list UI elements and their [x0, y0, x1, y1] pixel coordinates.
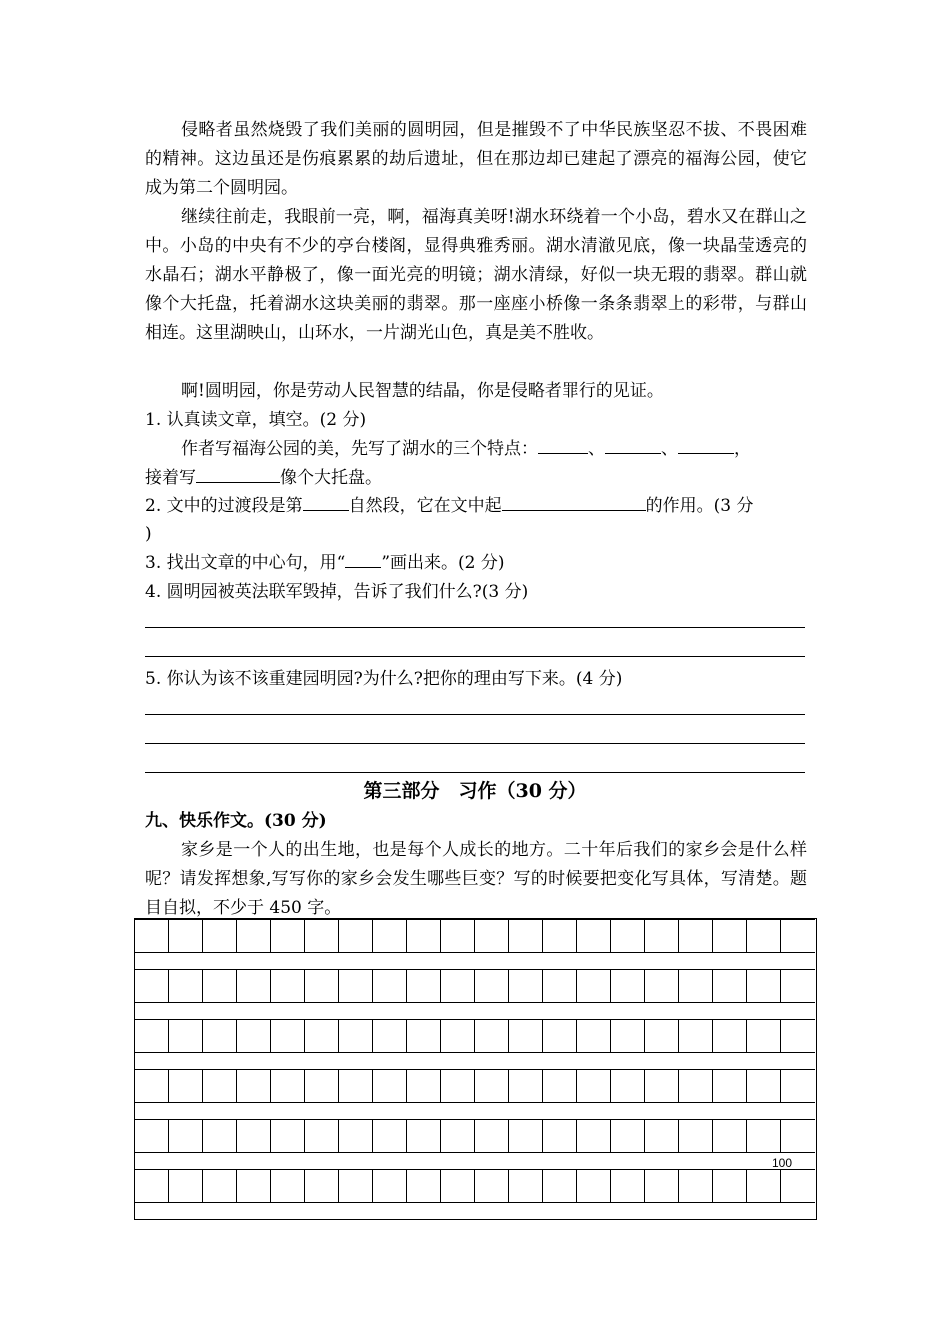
grid-cell[interactable]: [509, 1119, 543, 1153]
grid-cell[interactable]: [747, 969, 781, 1003]
grid-cell[interactable]: [237, 1069, 271, 1103]
question-1: 1. 认真读文章，填空。(2 分): [145, 410, 367, 430]
grid-cell[interactable]: [781, 1169, 815, 1203]
question-3: [145, 549, 505, 578]
grid-cell[interactable]: [645, 919, 679, 953]
question-2-text-c: 的作用。(3 分: [645, 496, 754, 516]
grid-cell[interactable]: [135, 1019, 169, 1053]
grid-row: [135, 969, 816, 1003]
question-4: 4. 圆明园被英法联军毁掉，告诉了我们什么?(3 分): [145, 582, 529, 602]
grid-cell[interactable]: [441, 919, 475, 953]
grid-cell[interactable]: [781, 919, 815, 953]
separator: 、: [588, 439, 605, 459]
grid-cell[interactable]: [203, 1019, 237, 1053]
grid-cell[interactable]: [203, 1169, 237, 1203]
grid-cell[interactable]: [237, 919, 271, 953]
grid-cell[interactable]: [577, 919, 611, 953]
grid-cell[interactable]: [135, 969, 169, 1003]
grid-cell[interactable]: [135, 1069, 169, 1103]
grid-cell[interactable]: [135, 1169, 169, 1203]
question-2: [145, 492, 753, 521]
grid-cell[interactable]: [475, 1119, 509, 1153]
question-2-tail: ): [145, 524, 152, 544]
grid-row: [135, 919, 816, 953]
grid-cell[interactable]: [169, 1169, 203, 1203]
grid-cell[interactable]: [339, 1019, 373, 1053]
grid-cell[interactable]: [373, 1169, 407, 1203]
grid-row: [135, 1019, 816, 1053]
grid-cell[interactable]: [203, 919, 237, 953]
grid-cell[interactable]: [271, 1069, 305, 1103]
grid-cell[interactable]: [407, 1019, 441, 1053]
blank-5[interactable]: [303, 492, 349, 511]
grid-cell[interactable]: [441, 1119, 475, 1153]
question-1-text-b: 接着写: [145, 468, 196, 488]
grid-cell[interactable]: [305, 969, 339, 1003]
grid-cell[interactable]: [305, 1169, 339, 1203]
grid-cell[interactable]: [577, 969, 611, 1003]
part-3-heading: 第三部分 习作（30 分）: [363, 780, 587, 802]
grid-cell[interactable]: [237, 969, 271, 1003]
grid-cell[interactable]: [475, 1069, 509, 1103]
grid-cell[interactable]: [135, 1119, 169, 1153]
grid-cell[interactable]: [747, 1069, 781, 1103]
grid-cell[interactable]: [713, 1019, 747, 1053]
grid-cell[interactable]: [271, 1169, 305, 1203]
grid-cell[interactable]: [373, 1069, 407, 1103]
question-3-text-b: ”画出来。(2 分): [381, 553, 505, 573]
grid-cell[interactable]: [577, 1169, 611, 1203]
grid-cell[interactable]: [373, 969, 407, 1003]
grid-cell[interactable]: [645, 1019, 679, 1053]
grid-cell[interactable]: [271, 919, 305, 953]
grid-cell[interactable]: [747, 1019, 781, 1053]
question-1-text-c: 像个大托盘。: [280, 468, 382, 488]
character-count-mark: 100: [772, 1156, 793, 1170]
passage-paragraph-3: 啊!圆明园，你是劳动人民智慧的结晶，你是侵略者罪行的见证。: [181, 381, 664, 401]
grid-cell[interactable]: [475, 1019, 509, 1053]
grid-cell[interactable]: [509, 969, 543, 1003]
grid-cell[interactable]: [679, 919, 713, 953]
grid-cell[interactable]: [577, 1019, 611, 1053]
grid-cell[interactable]: [135, 919, 169, 953]
grid-cell[interactable]: [237, 1169, 271, 1203]
grid-cell[interactable]: [441, 969, 475, 1003]
grid-cell[interactable]: [543, 1119, 577, 1153]
grid-cell[interactable]: [407, 1119, 441, 1153]
grid-cell[interactable]: [203, 1119, 237, 1153]
grid-cell[interactable]: [203, 1069, 237, 1103]
grid-cell[interactable]: [713, 919, 747, 953]
grid-cell[interactable]: [781, 969, 815, 1003]
grid-cell[interactable]: [747, 1169, 781, 1203]
grid-cell[interactable]: [543, 919, 577, 953]
grid-cell[interactable]: [441, 1019, 475, 1053]
question-2-text-b: 自然段，它在文中起: [348, 496, 502, 516]
grid-cell[interactable]: [645, 1119, 679, 1153]
grid-cell[interactable]: [679, 1069, 713, 1103]
grid-cell[interactable]: [611, 1019, 645, 1053]
passage-paragraph-2: 继续往前走，我眼前一亮，啊，福海真美呀!湖水环绕着一个小岛，碧水又在群山之中。小岛的中央有不少的亭台楼阁，显得典雅秀丽。湖水清澈见底，像一块晶莹透亮的水晶石；湖水平静极了，像一面光亮的明镜；湖水清绿，好似一块无瑕的翡翠。群山就像个大托盘，托着湖水这块美丽的翡翠。那一座座小桥像一条条翡翠上的彩带，与群山相连。这里湖映山，山环水，一片湖光山色，真是美不胜收。: [145, 207, 807, 343]
grid-cell[interactable]: [747, 1119, 781, 1153]
answer-line[interactable]: [145, 627, 805, 628]
grid-cell[interactable]: [713, 969, 747, 1003]
grid-cell[interactable]: [781, 1019, 815, 1053]
grid-cell[interactable]: [373, 919, 407, 953]
question-1-text: 作者写福海公园的美，先写了湖水的三个特点：: [181, 439, 538, 459]
grid-cell[interactable]: [713, 1169, 747, 1203]
grid-cell[interactable]: [271, 1019, 305, 1053]
grid-cell[interactable]: [509, 1069, 543, 1103]
grid-cell[interactable]: [543, 1019, 577, 1053]
grid-cell[interactable]: [577, 1069, 611, 1103]
composition-task: 九、快乐作文。(30 分): [145, 811, 327, 831]
grid-cell[interactable]: [271, 969, 305, 1003]
grid-cell[interactable]: [237, 1119, 271, 1153]
grid-cell[interactable]: [509, 919, 543, 953]
separator: 、: [661, 439, 678, 459]
grid-cell[interactable]: [407, 969, 441, 1003]
grid-cell[interactable]: [611, 969, 645, 1003]
answer-line[interactable]: [145, 656, 805, 657]
grid-cell[interactable]: [407, 1169, 441, 1203]
grid-cell[interactable]: [781, 1069, 815, 1103]
grid-cell[interactable]: [475, 1169, 509, 1203]
grid-cell[interactable]: [543, 1169, 577, 1203]
answer-line[interactable]: [145, 714, 805, 715]
grid-cell[interactable]: [169, 1119, 203, 1153]
grid-cell[interactable]: [373, 1119, 407, 1153]
grid-cell[interactable]: [339, 969, 373, 1003]
grid-cell[interactable]: [339, 1169, 373, 1203]
grid-cell[interactable]: [305, 919, 339, 953]
grid-cell[interactable]: [611, 1119, 645, 1153]
grid-cell[interactable]: [407, 1069, 441, 1103]
grid-row: [135, 1069, 816, 1103]
grid-cell[interactable]: [169, 919, 203, 953]
grid-cell[interactable]: [577, 1119, 611, 1153]
grid-cell[interactable]: [271, 1119, 305, 1153]
grid-cell[interactable]: [305, 1019, 339, 1053]
grid-cell[interactable]: [781, 1119, 815, 1153]
grid-row: [135, 1119, 816, 1153]
question-5: 5. 你认为该不该重建园明园?为什么?把你的理由写下来。(4 分): [145, 669, 623, 689]
grid-cell[interactable]: [509, 1169, 543, 1203]
grid-cell[interactable]: [645, 1169, 679, 1203]
grid-cell[interactable]: [611, 919, 645, 953]
question-2-text-a: 2. 文中的过渡段是第: [145, 496, 303, 516]
passage-paragraph-1: 侵略者虽然烧毁了我们美丽的圆明园，但是摧毁不了中华民族坚忍不拔、不畏困难的精神。这边虽还是伤痕累累的劫后遗址，但在那边却已建起了漂亮的福海公园，使它成为第二个圆明园。: [145, 120, 807, 198]
question-1-fill-line: [181, 435, 751, 464]
grid-cell[interactable]: [441, 1069, 475, 1103]
grid-cell[interactable]: [611, 1169, 645, 1203]
grid-cell[interactable]: [237, 1019, 271, 1053]
question-1-fill-line-2: [145, 464, 382, 493]
grid-cell[interactable]: [441, 1169, 475, 1203]
grid-cell[interactable]: [713, 1119, 747, 1153]
composition-prompt: 家乡是一个人的出生地，也是每个人成长的地方。二十年后我们的家乡会是什么样呢？请发挥想象,写写你的家乡会发生哪些巨变？写的时候要把变化写具体，写清楚。题目自拟，不少于 450 字。: [145, 840, 807, 918]
grid-cell[interactable]: [611, 1069, 645, 1103]
answer-line[interactable]: [145, 743, 805, 744]
grid-cell[interactable]: [645, 969, 679, 1003]
grid-cell[interactable]: [407, 919, 441, 953]
writing-grid[interactable]: [134, 918, 817, 1220]
blank-7[interactable]: [345, 549, 381, 568]
grid-cell[interactable]: [475, 969, 509, 1003]
grid-cell[interactable]: [713, 1069, 747, 1103]
grid-cell[interactable]: [747, 919, 781, 953]
grid-cell[interactable]: [509, 1019, 543, 1053]
blank-3[interactable]: [678, 435, 734, 454]
grid-cell[interactable]: [679, 1119, 713, 1153]
grid-cell[interactable]: [203, 969, 237, 1003]
grid-cell[interactable]: [475, 919, 509, 953]
grid-cell[interactable]: [679, 969, 713, 1003]
question-3-text-a: 3. 找出文章的中心句，用“: [145, 553, 346, 573]
blank-1[interactable]: [538, 435, 588, 454]
grid-row: [135, 1169, 816, 1203]
grid-cell[interactable]: [305, 1069, 339, 1103]
grid-cell[interactable]: [679, 1169, 713, 1203]
grid-cell[interactable]: [339, 1069, 373, 1103]
blank-4[interactable]: [196, 464, 280, 483]
grid-cell[interactable]: [305, 1119, 339, 1153]
grid-cell[interactable]: [339, 919, 373, 953]
grid-cell[interactable]: [169, 1019, 203, 1053]
grid-cell[interactable]: [679, 1019, 713, 1053]
grid-cell[interactable]: [169, 969, 203, 1003]
grid-cell[interactable]: [169, 1069, 203, 1103]
grid-cell[interactable]: [645, 1069, 679, 1103]
blank-6[interactable]: [502, 492, 646, 511]
grid-cell[interactable]: [543, 1069, 577, 1103]
blank-2[interactable]: [605, 435, 661, 454]
separator: ，: [734, 439, 751, 459]
answer-line[interactable]: [145, 772, 805, 773]
grid-cell[interactable]: [373, 1019, 407, 1053]
grid-cell[interactable]: [543, 969, 577, 1003]
grid-cell[interactable]: [339, 1119, 373, 1153]
